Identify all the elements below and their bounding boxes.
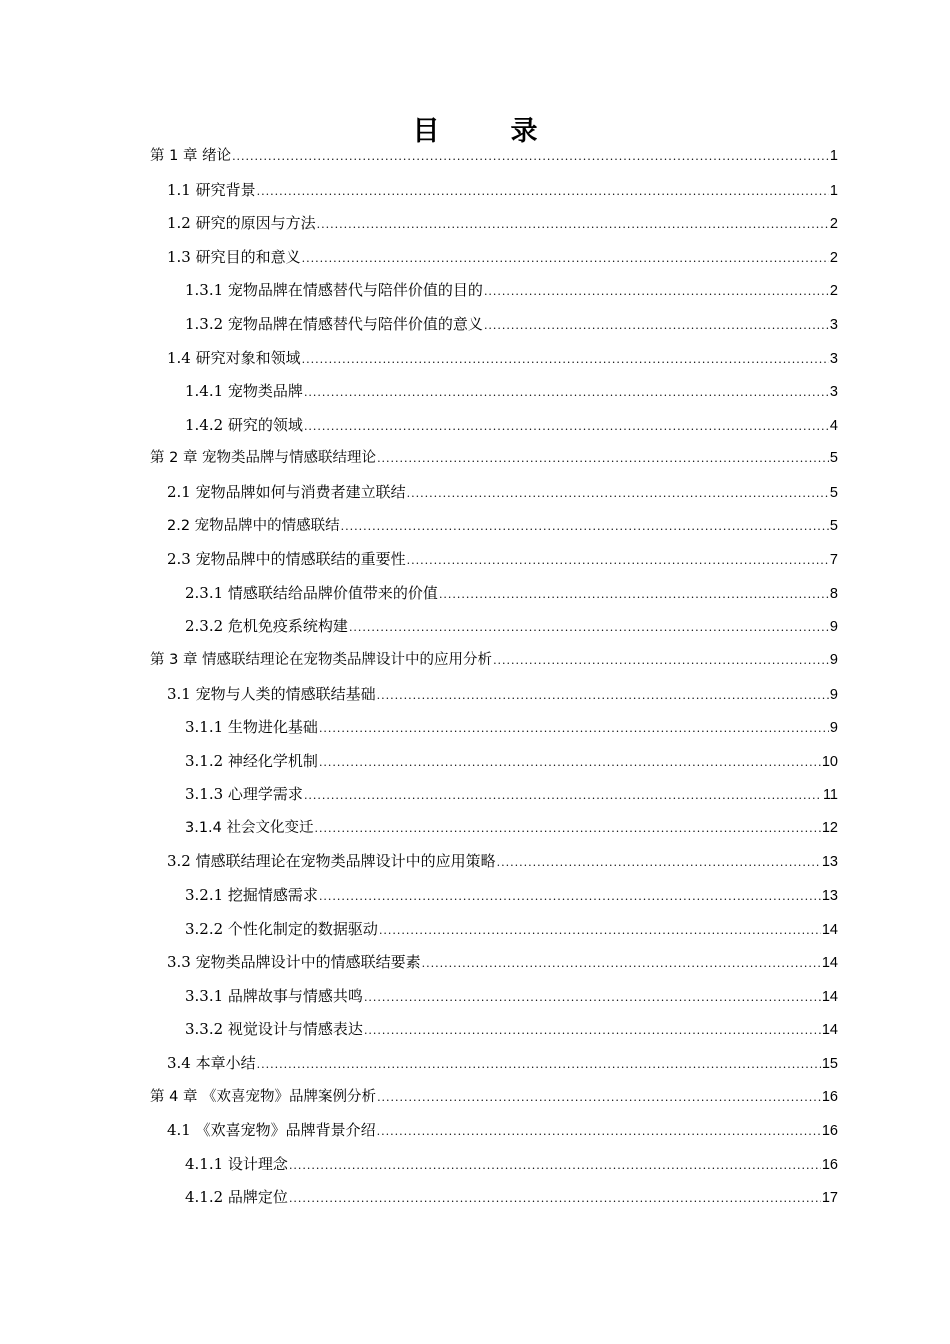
toc-entry[interactable] [150,644,838,678]
toc-entry-page-number: 13 [821,854,838,871]
dot-leader [315,812,821,846]
toc-entry-title: 3.1.3 心理学需求 [185,785,303,804]
toc-entry[interactable] [150,140,838,174]
toc-entry-title: 1.4.1 宠物类品牌 [185,382,303,401]
toc-entry-title: 4.1.2 品牌定位 [185,1188,288,1207]
toc-entry-title: 1.2 研究的原因与方法 [167,214,316,233]
toc-entry-page-number: 15 [821,1056,838,1073]
toc-entry[interactable] [150,174,838,208]
toc-entry[interactable] [150,476,838,510]
toc-entry-page-number: 3 [829,384,838,401]
dot-leader [349,611,829,645]
toc-entry-title: 2.3.2 危机免疫系统构建 [185,617,348,636]
dot-leader [232,140,829,174]
toc-entry[interactable] [150,241,838,275]
dot-leader [304,376,829,410]
toc-entry[interactable] [150,1047,838,1081]
toc-entry-page-number: 1 [829,148,838,164]
toc-entry-title: 3.3.1 品牌故事与情感共鸣 [185,986,363,1005]
toc-entry-page-number: 1 [829,182,838,199]
dot-leader [379,914,821,948]
toc-entry-title: 3.2 情感联结理论在宠物类品牌设计中的应用策略 [167,852,496,871]
dot-leader [377,442,829,476]
toc-entry-title: 3.1 宠物与人类的情感联结基础 [167,684,376,703]
dot-leader [484,309,829,343]
toc-entry[interactable] [150,812,838,846]
toc-entry-title: 4.1.1 设计理念 [185,1154,288,1173]
toc-entry[interactable] [150,678,838,712]
toc-entry-title: 第 2 章 宠物类品牌与情感联结理论 [150,450,377,467]
dot-leader [289,1182,821,1216]
toc-entry-page-number: 14 [821,1022,838,1039]
toc-entry-title: 3.4 本章小结 [167,1054,256,1073]
toc-entry-page-number: 11 [822,787,838,804]
dot-leader [377,679,829,713]
toc-entry-page-number: 8 [829,585,838,602]
dot-leader [364,981,821,1015]
toc-entry[interactable] [150,913,838,947]
dot-leader [497,846,821,880]
dot-leader [439,578,829,612]
dot-leader [341,510,829,544]
toc-entry-page-number: 7 [829,552,838,569]
toc-entry-page-number: 9 [829,686,838,703]
toc-entry[interactable] [150,1114,838,1148]
toc-entry-title: 3.1.4 社会文化变迁 [185,819,314,836]
toc-entry-page-number: 3 [829,316,838,333]
toc-entry[interactable] [150,207,838,241]
toc-entry[interactable] [150,845,838,879]
toc-entry[interactable] [150,610,838,644]
toc-list [150,140,838,1215]
toc-entry[interactable] [150,375,838,409]
toc-entry[interactable] [150,711,838,745]
toc-entry-page-number: 14 [821,955,838,972]
dot-leader [493,644,829,678]
toc-entry-title: 第 3 章 情感联结理论在宠物类品牌设计中的应用分析 [150,651,493,668]
dot-leader [319,880,821,914]
toc-entry[interactable] [150,510,838,544]
dot-leader [484,275,829,309]
dot-leader [377,1115,821,1149]
toc-entry-page-number: 5 [829,517,838,534]
dot-leader [377,1081,821,1115]
dot-leader [257,1048,821,1082]
toc-entry-title: 1.1 研究背景 [167,180,256,199]
toc-entry[interactable] [150,1013,838,1047]
toc-entry-title: 2.3 宠物品牌中的情感联结的重要性 [167,550,406,569]
toc-entry-title: 3.2.1 挖掘情感需求 [185,886,318,905]
dot-leader [364,1014,821,1048]
toc-entry-title: 1.4.2 研究的领域 [185,415,303,434]
toc-entry-title: 第 4 章 《欢喜宠物》品牌案例分析 [150,1088,377,1105]
toc-entry-title: 2.1 宠物品牌如何与消费者建立联结 [167,482,406,501]
dot-leader [257,175,829,209]
dot-leader [302,242,829,276]
dot-leader [407,544,829,578]
toc-entry-title: 3.1.2 神经化学机制 [185,751,318,770]
toc-entry-page-number: 14 [821,988,838,1005]
dot-leader [319,712,829,746]
dot-leader [407,477,829,511]
toc-entry[interactable] [150,1181,838,1215]
toc-entry-page-number: 16 [821,1088,838,1105]
dot-leader [304,410,829,444]
toc-entry[interactable] [150,409,838,443]
toc-entry[interactable] [150,442,838,476]
toc-entry-title: 1.4 研究对象和领域 [167,348,301,367]
toc-entry-page-number: 13 [821,888,838,905]
dot-leader [289,1149,821,1183]
dot-leader [317,208,829,242]
toc-entry-title: 2.2 宠物品牌中的情感联结 [167,517,340,534]
toc-entry-title: 3.1.1 生物进化基础 [185,718,318,737]
dot-leader [422,947,821,981]
toc-entry-page-number: 9 [829,651,838,668]
toc-entry-title: 2.3.1 情感联结给品牌价值带来的价值 [185,583,438,602]
toc-entry-page-number: 2 [829,249,838,266]
toc-entry[interactable] [150,946,838,980]
toc-title: 目 录 [412,116,560,147]
toc-entry-page-number: 12 [821,819,838,836]
toc-entry-title: 1.3.1 宠物品牌在情感替代与陪伴价值的目的 [185,281,483,300]
toc-entry-page-number: 2 [829,283,838,300]
toc-entry-page-number: 17 [821,1190,838,1207]
toc-entry-page-number: 4 [829,417,838,434]
toc-entry-page-number: 9 [829,619,838,636]
toc-entry[interactable] [150,1081,838,1115]
toc-entry-title: 第 1 章 绪论 [150,148,232,164]
toc-entry-page-number: 3 [829,350,838,367]
toc-entry-page-number: 5 [829,450,838,467]
dot-leader [304,779,822,813]
dot-leader [302,343,829,377]
toc-entry-page-number: 5 [829,484,838,501]
toc-entry-title: 1.3 研究目的和意义 [167,247,301,266]
toc-entry[interactable] [150,308,838,342]
toc-entry-page-number: 10 [821,753,838,770]
toc-entry[interactable] [150,778,838,812]
toc-entry[interactable] [150,274,838,308]
toc-entry[interactable] [150,879,838,913]
toc-entry-title: 3.2.2 个性化制定的数据驱动 [185,919,378,938]
toc-entry-title: 3.3.2 视觉设计与情感表达 [185,1020,363,1039]
toc-entry-title: 4.1 《欢喜宠物》品牌背景介绍 [167,1121,376,1140]
toc-entry-page-number: 16 [821,1123,838,1140]
toc-entry[interactable] [150,980,838,1014]
toc-entry[interactable] [150,1148,838,1182]
dot-leader [319,746,821,780]
toc-entry-title: 1.3.2 宠物品牌在情感替代与陪伴价值的意义 [185,314,483,333]
toc-entry-page-number: 16 [821,1156,838,1173]
toc-entry-page-number: 9 [829,720,838,737]
toc-entry[interactable] [150,577,838,611]
toc-entry[interactable] [150,342,838,376]
toc-entry-page-number: 2 [829,216,838,233]
toc-entry[interactable] [150,543,838,577]
toc-entry-page-number: 14 [821,921,838,938]
toc-entry-title: 3.3 宠物类品牌设计中的情感联结要素 [167,953,421,972]
toc-entry[interactable] [150,745,838,779]
